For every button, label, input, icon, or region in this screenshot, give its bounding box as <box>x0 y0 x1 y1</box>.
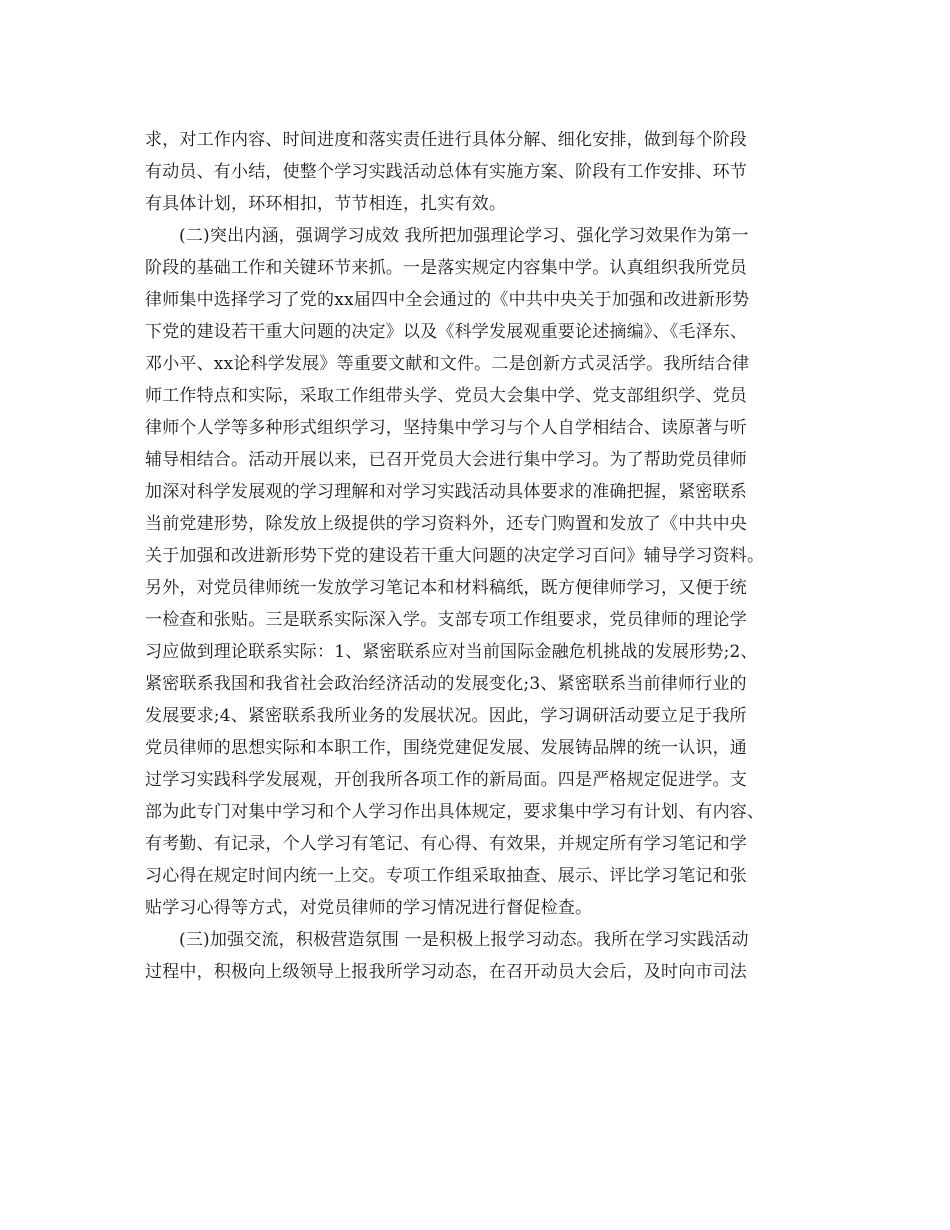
text-line: 阶段的基础工作和关键环节来抓。一是落实规定内容集中学。认真组织我所党员 <box>145 258 747 278</box>
text-line: 紧密联系我国和我省社会政治经济活动的发展变化;3、紧密联系当前律师行业的 <box>145 674 747 694</box>
text-line: 一检查和张贴。三是联系实际深入学。支部专项工作组要求，党员律师的理论学 <box>145 610 747 630</box>
text-line: 律师集中选择学习了党的xx届四中全会通过的《中共中央关于加强和改进新形势 <box>145 290 750 310</box>
text-line: 党员律师的思想实际和本职工作，围绕党建促发展、发展铸品牌的统一认识，通 <box>145 738 747 758</box>
text-line: 贴学习心得等方式，对党员律师的学习情况进行督促检查。 <box>145 898 593 918</box>
text-line: 辅导相结合。活动开展以来，已召开党员大会进行集中学习。为了帮助党员律师 <box>145 450 747 470</box>
text-line: 过程中，积极向上级领导上报我所学习动态，在召开动员大会后，及时向市司法 <box>145 962 747 982</box>
text-line: 求，对工作内容、时间进度和落实责任进行具体分解、细化安排，做到每个阶段 <box>145 130 747 150</box>
text-line: 律师个人学等多种形式组织学习，坚持集中学习与个人自学相结合、读原著与听 <box>145 418 747 438</box>
text-line: 有考勤、有记录，个人学习有笔记、有心得、有效果，并规定所有学习笔记和学 <box>145 834 747 854</box>
text-line: 另外，对党员律师统一发放学习笔记本和材料稿纸，既方便律师学习，又便于统 <box>145 578 747 598</box>
text-line: 有具体计划，环环相扣，节节相连，扎实有效。 <box>145 194 507 214</box>
text-line: 习心得在规定时间内统一上交。专项工作组采取抽查、展示、评比学习笔记和张 <box>145 866 747 886</box>
text-line: 下党的建设若干重大问题的决定》以及《科学发展观重要论述摘编》、《毛泽东、 <box>145 322 748 342</box>
text-line: 部为此专门对集中学习和个人学习作出具体规定，要求集中学习有计划、有内容、 <box>145 802 765 822</box>
text-line: 加深对科学发展观的学习理解和对学习实践活动具体要求的准确把握，紧密联系 <box>145 482 747 502</box>
text-line: 师工作特点和实际，采取工作组带头学、党员大会集中学、党支部组织学、党员 <box>145 386 747 406</box>
section-heading-line: (三)加强交流，积极营造氛围 一是积极上报学习动态。我所在学习实践活动 <box>179 930 749 950</box>
text-line: 习应做到理论联系实际：1、紧密联系应对当前国际金融危机挑战的发展形势;2、 <box>145 642 758 662</box>
text-line: 邓小平、xx论科学发展》等重要文献和文件。二是创新方式灵活学。我所结合律 <box>145 354 750 374</box>
text-line: 有动员、有小结，使整个学习实践活动总体有实施方案、阶段有工作安排、环节 <box>145 162 747 182</box>
body-text <box>145 124 810 988</box>
text-line: 关于加强和改进新形势下党的建设若干重大问题的决定学习百问》辅导学习资料。 <box>145 546 765 566</box>
section-heading-line: (二)突出内涵，强调学习成效 我所把加强理论学习、强化学习效果作为第一 <box>179 226 749 246</box>
text-line: 发展要求;4、紧密联系我所业务的发展状况。因此，学习调研活动要立足于我所 <box>145 706 747 726</box>
text-line: 当前党建形势，除发放上级提供的学习资料外，还专门购置和发放了《中共中央 <box>145 514 747 534</box>
text-line: 过学习实践科学发展观，开创我所各项工作的新局面。四是严格规定促进学。支 <box>145 770 747 790</box>
